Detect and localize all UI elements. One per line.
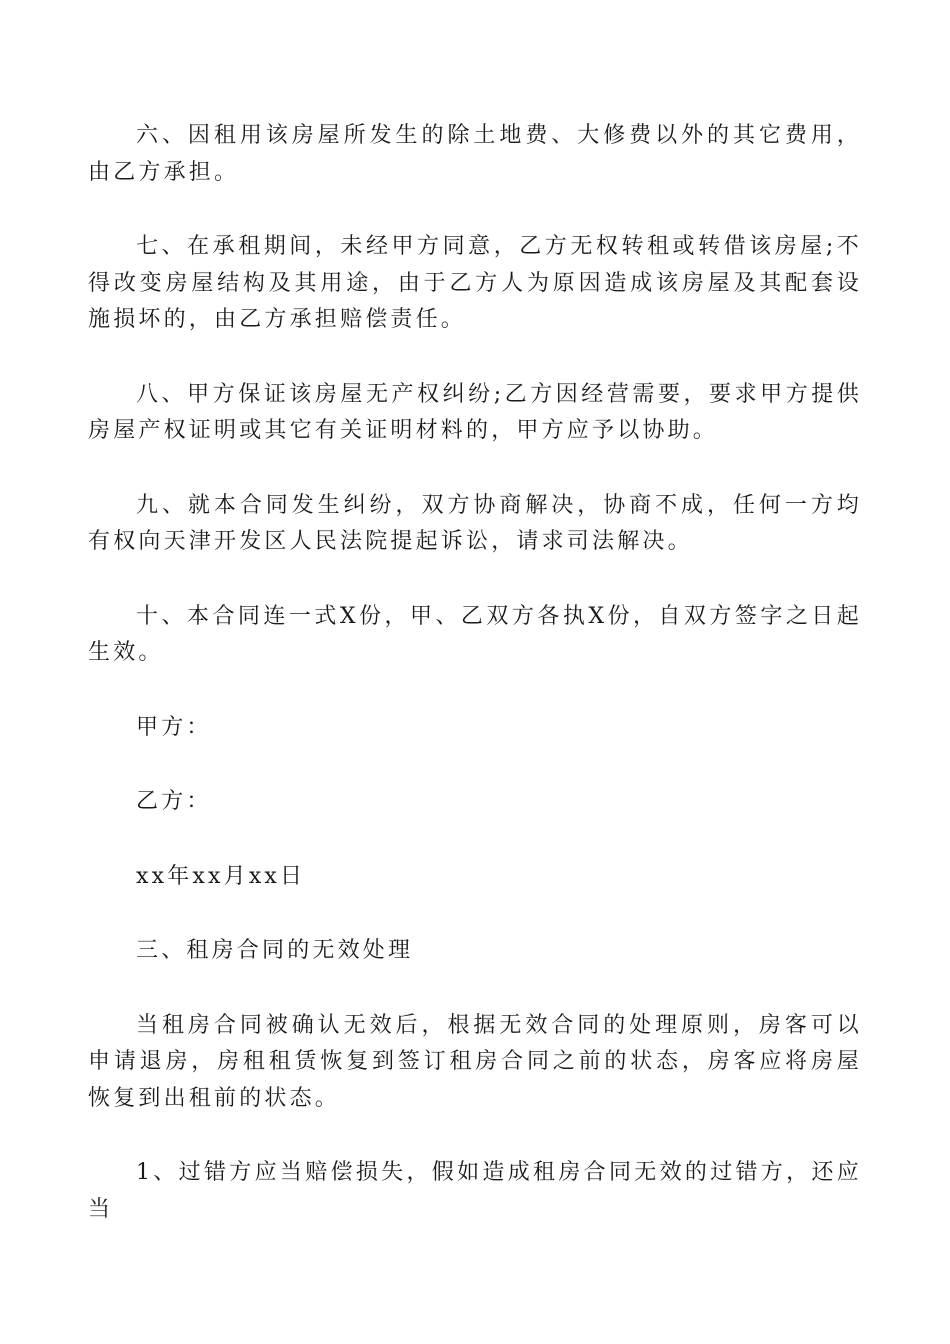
clause-eight: 八、甲方保证该房屋无产权纠纷;乙方因经营需要，要求甲方提供房屋产权证明或其它有关证明材料的，甲方应予以协助。 [88,381,862,443]
document-body [88,118,862,1228]
item-one-paragraph: 1、过错方应当赔偿损失，假如造成租房合同无效的过错方，还应当 [88,1160,862,1222]
clause-seven: 七、在承租期间，未经甲方同意，乙方无权转租或转借该房屋;不得改变房屋结构及其用途，由于乙方人为原因造成该房屋及其配套设施损坏的，由乙方承担赔偿责任。 [88,234,862,332]
clause-nine: 九、就本合同发生纠纷，双方协商解决，协商不成，任何一方均有权向天津开发区人民法院提起诉讼，请求司法解决。 [88,492,862,554]
section-heading-invalid-handling: 三、租房合同的无效处理 [136,938,414,963]
clause-ten: 十、本合同连一式X份，甲、乙双方各执X份，自双方签字之日起生效。 [88,603,862,665]
clause-six: 六、因租用该房屋所发生的除土地费、大修费以外的其它费用，由乙方承担。 [88,123,862,185]
party-b-signature-line: 乙方： [136,789,212,814]
party-a-signature-line: 甲方： [136,714,212,740]
invalid-contract-paragraph: 当租房合同被确认无效后，根据无效合同的处理原则，房客可以申请退房，房租租赁恢复到签订租房合同之前的状态，房客应将房屋恢复到出租前的状态。 [88,1012,862,1111]
signing-date: xx年xx月xx日 [136,863,306,889]
